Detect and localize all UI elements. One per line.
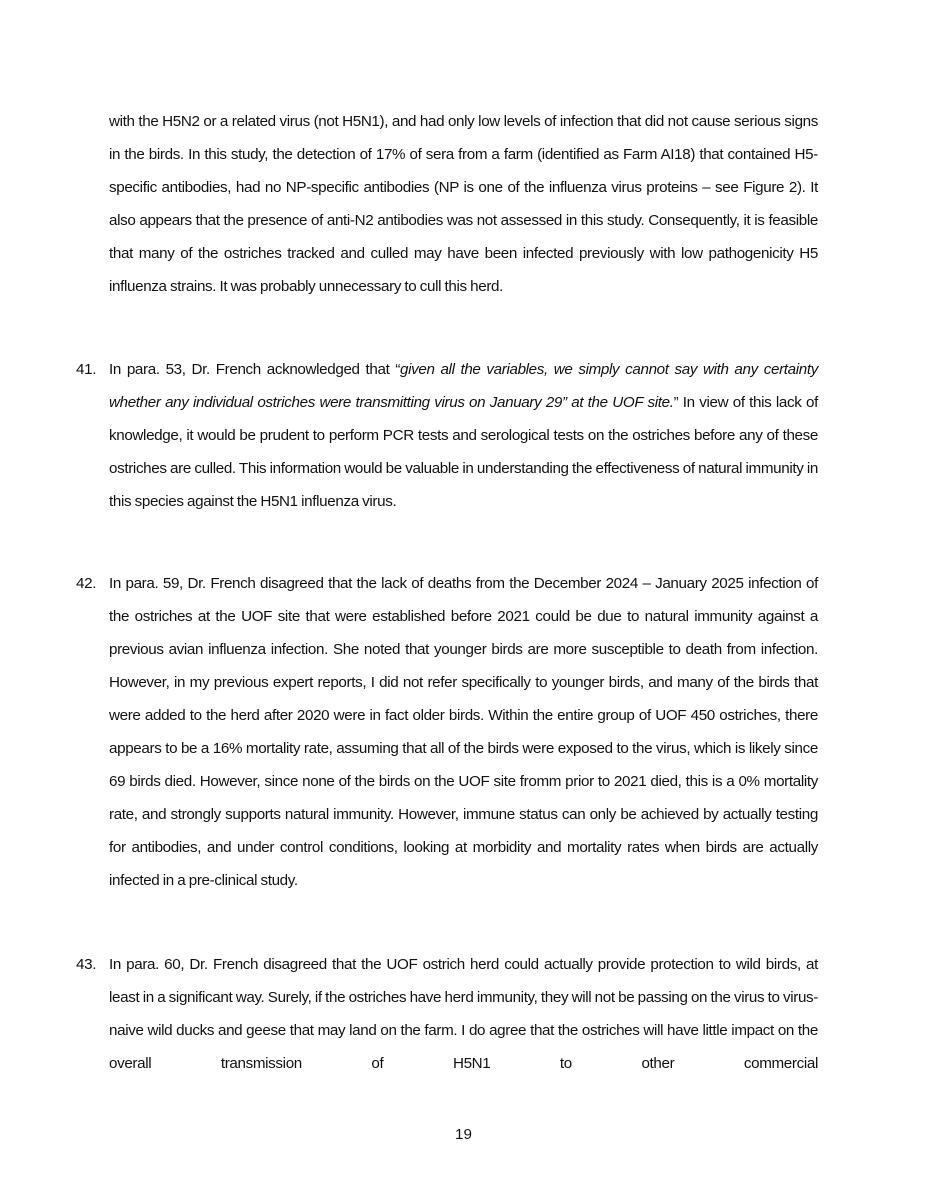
paragraph-text: In para. 60, Dr. French disagreed that the UOF ostrich herd could actually provide protection to wild birds, at least in a significant way. Surely, if the ostriches have herd immunity, they will not be passing on the virus to virus-naive wild ducks and geese that may land on the farm. I do agree that the ostriches will have little impact on the overall transmission of H5N1 to other commercial (109, 956, 818, 1072)
paragraph-text-intro: In para. 53, Dr. French acknowledged that “ (109, 361, 401, 378)
paragraph-43 (76, 948, 818, 1080)
paragraph-number: 41. (76, 361, 97, 378)
continuation-paragraph (109, 105, 818, 303)
paragraph-41 (76, 353, 818, 518)
paragraph-number: 42. (76, 575, 97, 592)
page-number: 19 (455, 1126, 472, 1143)
continuation-text: with the H5N2 or a related virus (not H5N1), and had only low levels of infection that did not cause serious signs in the birds. In this study, the detection of 17% of sera from a farm (identified as Farm AI18) that contained H5-specific antibodies, had no NP-specific antibodies (NP is one of the influenza virus proteins – see Figure 2). It also appears that the presence of anti-N2 antibodies was not assessed in this study. Consequently, it is feasible that many of the ostriches tracked and culled may have been infected previously with low pathogenicity H5 influenza strains. It was probably unnecessary to cull this herd. (109, 113, 818, 295)
paragraph-text: In para. 59, Dr. French disagreed that the lack of deaths from the December 2024 – January 2025 infection of the ostriches at the UOF site that were established before 2021 could be due to natural immunity against a previous avian influenza infection. She noted that younger birds are more susceptible to death from infection. However, in my previous expert reports, I did not refer specifically to younger birds, and many of the birds that were added to the herd after 2020 were in fact older birds. Within the entire group of UOF 450 ostriches, there appears to be a 16% mortality rate, assuming that all of the birds were exposed to the virus, which is likely since 69 birds died. However, since none of the birds on the UOF site fromm prior to 2021 died, this is a 0% mortality rate, and strongly supports natural immunity. However, immune status can only be achieved by actually testing for antibodies, and under control conditions, looking at morbidity and mortality rates when birds are actually infected in a pre-clinical study. (109, 575, 818, 889)
quoted-text: given all the variables, we simply cannot say with any certainty whether any individual ostriches were transmitting virus on January 29” at the UOF site. (109, 361, 818, 411)
paragraph-text (109, 353, 818, 518)
paragraph-text-rest: ” In view of this lack of knowledge, it would be prudent to perform PCR tests and serological tests on the ostriches before any of these ostriches are culled. This information would be valuable in understanding the effectiveness of natural immunity in this species against the H5N1 influenza virus. (109, 394, 818, 510)
paragraph-42 (76, 567, 818, 897)
paragraph-number: 43. (76, 956, 97, 973)
